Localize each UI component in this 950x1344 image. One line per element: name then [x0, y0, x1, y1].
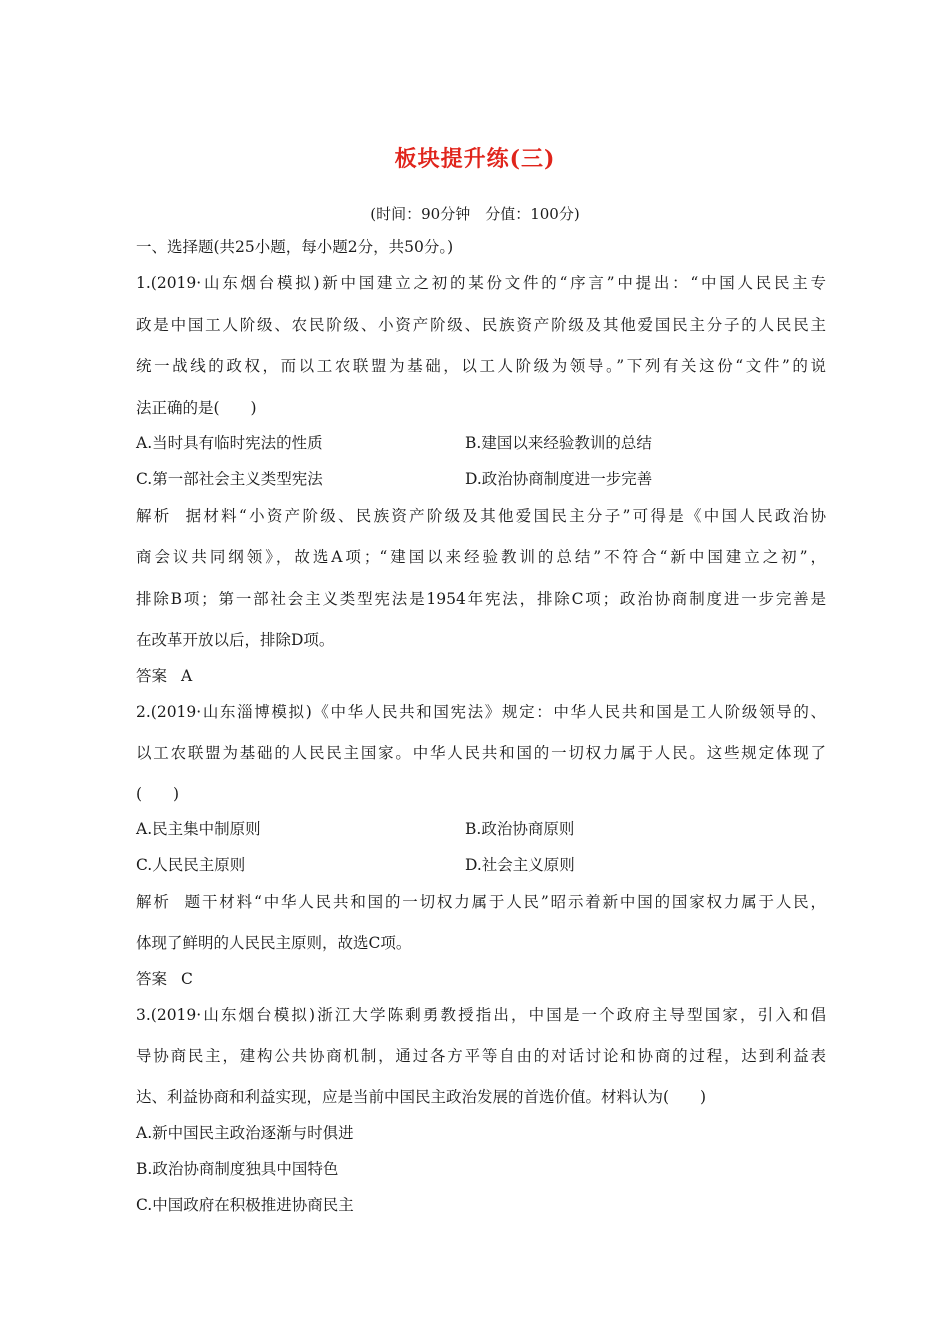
- q1-analysis-line: 商会议共同纲领》，故选A项；“建国以来经验教训的总结”不符合“新中国建立之初”，: [136, 548, 826, 566]
- q1-stem-line: 1.(2019·山东烟台模拟)新中国建立之初的某份文件的“序言”中提出：“中国人民民主专: [136, 274, 826, 292]
- q3-stem-line: 达、利益协商和利益实现，应是当前中国民主政治发展的首选价值。材料认为( ): [136, 1088, 707, 1106]
- q1-option-d: D.政治协商制度进一步完善: [465, 470, 653, 488]
- q3-option-a: A.新中国民主政治逐渐与时俱进: [136, 1124, 354, 1142]
- q2-analysis-line: 解析 题干材料“中华人民共和国的一切权力属于人民”昭示着新中国的国家权力属于人民，: [136, 893, 826, 911]
- answer-value: C: [181, 970, 193, 988]
- answer-label: 答案: [136, 667, 168, 685]
- q2-option-d: D.社会主义原则: [465, 856, 575, 874]
- q2-stem-line: 2.(2019·山东淄博模拟)《中华人民共和国宪法》规定：中华人民共和国是工人阶级领导的、: [136, 703, 826, 721]
- q2-stem-line: 以工农联盟为基础的人民民主国家。中华人民共和国的一切权力属于人民。这些规定体现了: [136, 744, 826, 762]
- q1-option-a: A.当时具有临时宪法的性质: [136, 434, 323, 452]
- analysis-label: 解析: [136, 507, 172, 525]
- q1-option-c: C.第一部社会主义类型宪法: [136, 470, 323, 488]
- exam-meta: (时间：90分钟 分值：100分): [370, 205, 580, 223]
- q2-stem-line: ( ): [136, 785, 180, 803]
- answer-value: A: [181, 667, 193, 685]
- q1-analysis-line: 排除B项；第一部社会主义类型宪法是1954年宪法，排除C项；政治协商制度进一步完善是: [136, 590, 826, 608]
- q1-stem-line: 政是中国工人阶级、农民阶级、小资产阶级、民族资产阶级及其他爱国民主分子的人民民主: [136, 316, 826, 334]
- q1-option-b: B.建国以来经验教训的总结: [465, 434, 652, 452]
- page-title: 板块提升练(三): [394, 146, 556, 172]
- q1-answer: [136, 665, 826, 687]
- q1-analysis-line: 在改革开放以后，排除D项。: [136, 631, 335, 649]
- q2-option-b: B.政治协商原则: [465, 820, 575, 838]
- q2-option-a: A.民主集中制原则: [136, 820, 261, 838]
- q2-analysis-line: 体现了鲜明的人民民主原则，故选C项。: [136, 934, 412, 952]
- q2-option-c: C.人民民主原则: [136, 856, 246, 874]
- q3-option-b: B.政治协商制度独具中国特色: [136, 1160, 339, 1178]
- q1-analysis-line: 解析 据材料“小资产阶级、民族资产阶级及其他爱国民主分子”可得是《中国人民政治协: [136, 507, 826, 525]
- analysis-label: 解析: [136, 893, 171, 911]
- q1-stem-line: 统一战线的政权，而以工农联盟为基础，以工人阶级为领导。”下列有关这份“文件”的说: [136, 357, 826, 375]
- q3-option-c: C.中国政府在积极推进协商民主: [136, 1196, 354, 1214]
- answer-label: 答案: [136, 970, 168, 988]
- section-heading: 一、选择题(共25小题，每小题2分，共50分。): [136, 238, 454, 256]
- q2-answer: [136, 968, 826, 990]
- q3-stem-line: 导协商民主，建构公共协商机制，通过各方平等自由的对话讨论和协商的过程，达到利益表: [136, 1047, 826, 1065]
- q1-stem-line: 法正确的是( ): [136, 399, 257, 417]
- q3-stem-line: 3.(2019·山东烟台模拟)浙江大学陈剩勇教授指出，中国是一个政府主导型国家，引入和倡: [136, 1006, 826, 1024]
